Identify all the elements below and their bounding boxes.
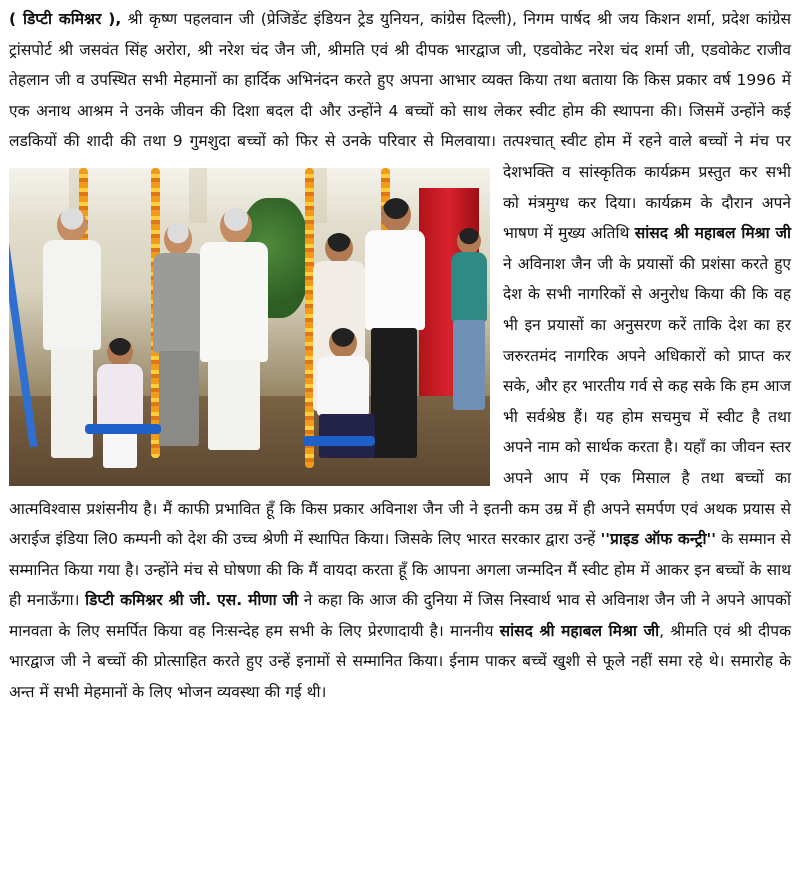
article-paragraph-1: [9, 4, 791, 708]
mp-name-2: सांसद श्री महाबल मिश्रा जी: [499, 621, 660, 640]
event-photo: [9, 168, 490, 486]
designation-heading: ( डिप्टी कमिश्नर ),: [9, 10, 122, 28]
chief-guest: [194, 208, 274, 458]
swing-seat: [303, 436, 375, 446]
child-right: [449, 228, 489, 428]
paragraph-2-text-e: , श्रीमति एवं श्री दीपक भारद्वाज जी ने बच्चों की प्रोत्साहित करते हुए उन्हें इनामों से सम्मानित किया। ईनाम पाकर बच्चें खुशी से फूले नहीं समा रहे थे। समारोह के अन्त में सभी मेहमानों के लिए भोजन व्यवस्था की गई थी।: [9, 621, 791, 702]
mp-name-1: सांसद श्री महाबल मिश्रा जी: [634, 224, 791, 243]
paragraph-2-text-c: के सम्मान से सम्मानित किया गया है। उन्होंने मंच से घोषणा की कि मैं वायदा करता हूँ कि आपना अगला जन्मदिन मैं स्वीट होम में आकर इन बच्चों के साथ ही मनाऊँगा।: [9, 530, 792, 610]
paragraph-1-text: श्री कृष्ण पहलवान जी (प्रेजिडेंट इंडियन ट्रेड युनियन, कांग्रेस दिल्ली), निगम पार्षद श्री जय किशन शर्मा, प्रदेश कांग्रेस ट्रांसपोर्ट श्री जसवंत सिंह अरोरा, श्री नरेश चंद जैन जी, श्रीमति एवं श्री दीपक भारद्वाज जी, एडवोकेट नरेश चंद शर्मा जी, एडवोकेट राजीव तेहलान जी व उपस्थित सभी मेहमानों का हार्दिक अभिनंदन करते हुए अपना आभार व्यक्त किया तथा बताया कि किस प्रकार वर्ष 1996 में एक अनाथ आश्रम ने उनके जीवन की दिशा बदल दी और उन्होंने 4 बच्चों को साथ लेकर स्वीट होम की स्थापना की। जिसमें उन्होंने कई लडकियों की शादी की तथा 9 गुमशुदा बच्चों को फिर से उनके परिवार से मिलवाया। तत्पश्चात् स्वीट होम में रहने वाले बच्चों ने मंच पर देशभक्ति व: [9, 10, 792, 181]
boy-on-swing: [309, 328, 379, 478]
article-body: [9, 4, 791, 708]
paragraph-2-text-d: ने कहा कि आज की दुनिया में जिस निस्वार्थ भाव से अविनाश जैन जी ने अपने आपकों मानवता के लिए समर्पित किया वह निःसन्देह हम सभी के लिए प्रेरणादायी है। माननीय: [9, 591, 791, 640]
paragraph-2-text-a: सांस्कृतिक कार्यक्रम प्रस्तुत कर सभी को मंत्रमुग्ध कर दिया। कार्यक्रम के दौरान अपने भाषण में मुख्य अतिथि: [503, 162, 792, 243]
swing-seat: [85, 424, 161, 434]
girl-on-swing: [91, 338, 151, 468]
paragraph-2-text-b: ने अविनाश जैन जी के प्रयासों की प्रशंसा करते हुए देश के सभी नागरिकों से अनुरोध किया की कि वह भी इन प्रयासों का अनुसरण करें ताकि देश का हर जरुरतमंद नागरिक अपने अधिकारों को प्राप्त कर सके, और हर भारतीय गर्व से कह सके कि हम आज भी सर्वश्रेष्ठ हैं। यह होम सचमुच में स्वीट है तथा अपने नाम को सार्थक करता है। यहाँ का जीवन स्तर अपने आप में एक मिसाल है तथा बच्चों का आत्मविश्वास प्रशंसनीय है। मैं काफी प्रभावित हूँ कि किस प्रकार अविनाश जैन जी ने इतनी कम उम्र में ही अपने समर्पण एवं अथक प्रयास से अराईज इंडिया लि0 कम्पनी को देश की उच्च श्रेणी में स्थापित किया। जिसके लिए भारत सरकार द्वारा उन्हें: [9, 254, 791, 549]
award-title: ''प्राइड ऑफ कन्ट्री'': [600, 530, 717, 549]
deputy-commissioner-name: डिप्टी कमिश्नर श्री जी. एस. मीणा जी: [85, 591, 299, 610]
